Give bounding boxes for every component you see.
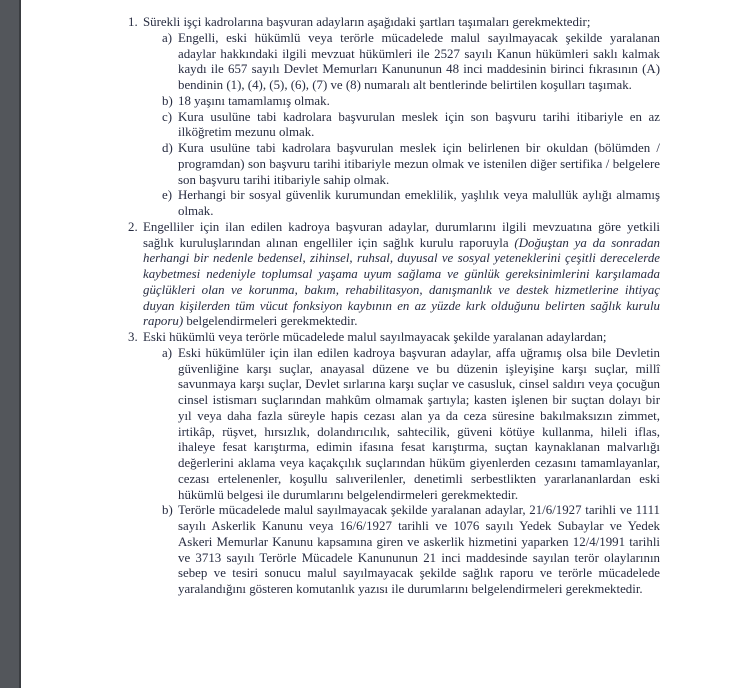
item-text: Eski hükümlüler için ilan edilen kadroya başvuran adaylar, affa uğramış olsa bile Devletin güvenliğine karşı suçlar, anayasal düzene ve bu düzenin işleyişine karşı suçlar, millî savunmaya karşı suçlar, Devlet sırlarına karşı suçlar ve casusluk, cinsel saldırı veya çocuğun cinsel istismarı suçlarından mahkûm olmamak şartıyla; kasten işlenen bir suçtan dolayı bir yıl veya daha fazla süreyle hapis cezası alan ya da ceza süresine bakılmaksızın zimmet, irtikâp, rüşvet, hırsızlık, dolandırıcılık, sahtecilik, güveni kötüye kullanma, hileli iflas, ihaleye fesat karıştırma, edimin ifasına fesat karıştırma, suçtan kaynaklanan malvarlığı değerlerini aklama veya kaçakçılık suçlarından hüküm giyenlerden cezasını tamamlayanlar, cezası ertelenenler, koşullu salıverilenler, denetimli serbestlikten yararlananlardan eski hükümlü belgesi ile durumlarını belgelendirmeleri gerekmektedir. xyxy=(178,345,660,502)
item-text-italic-segment: (Doğuştan ya da sonradan herhangi bir nedenle bedensel, zihinsel, ruhsal, duyusal ve sosyal yeteneklerini çeşitli derecelerde kaybetmesi nedeniyle toplumsal yaşama uyum sağlama ve günlük gereksinimlerini karşılamada güçlükleri olan ve korunma, bakım, rehabilitasyon, danışmanlık ve destek hizmetlerine ihtiyaç duyan kişilerden tüm vücut fonksiyon kaybının en az yüzde kırk olduğunu belirten sağlık kurulu raporu) xyxy=(143,235,661,329)
document-body xyxy=(128,15,660,598)
item-text-segment: belgelendirmeleri gerekmektedir. xyxy=(183,314,358,329)
item-text: Engelli, eski hükümlü veya terörle mücadelede malul sayılmayacak şekilde yaralanan adaylar hakkındaki ilgili mevzuat hükümleri ile 2527 sayılı Kanun hükümleri saklı kalmak kaydı ile 657 sayılı Devlet Memurları Kanununun 48 inci maddesinin birinci fıkrasının (A) bendinin (1), (4), (5), (6), (7) ve (8) numaralı alt bentlerinde belirtilen koşulları taşımak. xyxy=(178,30,660,92)
list-item-2 xyxy=(128,220,660,330)
item-letter: b) xyxy=(162,93,173,108)
item-letter: b) xyxy=(162,503,173,518)
list-item-1e xyxy=(162,188,660,220)
list-item-3 xyxy=(128,330,660,598)
item-text: 18 yaşını tamamlamış olmak. xyxy=(178,93,330,108)
list-item-1 xyxy=(128,15,660,220)
document-page xyxy=(23,0,732,688)
item-text-segment: Engelliler için ilan edilen kadroya başvuran adaylar, durumlarını ilgili mevzuatına göre yetkili sağlık kuruluşlarından alınan engelliler için sağlık kurulu raporuyla xyxy=(143,219,660,250)
item-text: Kura usulüne tabi kadrolara başvurulan meslek için son başvuru tarihi itibariyle en az ilköğretim mezunu olmak. xyxy=(178,109,660,140)
window-left-dark-panel xyxy=(0,0,21,688)
item-letter: c) xyxy=(162,109,173,124)
list-item-1d xyxy=(162,141,660,188)
item-letter: d) xyxy=(162,141,173,155)
item-number: 1. xyxy=(128,15,138,29)
item-text: Terörle mücadelede malul sayılmayacak şekilde yaralanan adaylar, 21/6/1927 tarihli ve 1111 sayılı Askerlik Kanunu veya 16/6/1927 tarihli ve 1076 sayılı Yedek Subaylar ve Yedek Askeri Memurlar Kanunu kapsamına giren ve askerlik hizmetini yaparken 12/4/1991 tarihli ve 3713 sayılı Terörle Mücadele Kanununun 21 inci maddesinde sayılan terör olaylarının sebep ve tesiri sonucu malul sayılmayacak şekilde sağlık raporu ve terörle mücadelede yaralandığını gösteren komutanlık yazısı ile durumlarını belgelendirmeleri gerekmektedir. xyxy=(178,503,660,596)
list-item-3b xyxy=(162,503,660,598)
item-number: 3. xyxy=(128,330,138,344)
item-number: 2. xyxy=(128,219,138,234)
list-item-1c xyxy=(162,110,660,142)
list-item-1a xyxy=(162,31,660,94)
item-letter: a) xyxy=(162,30,173,45)
item-text xyxy=(143,220,660,330)
item-text: Herhangi bir sosyal güvenlik kurumundan emeklilik, yaşlılık veya malullük aylığı almamış olmak. xyxy=(178,188,660,218)
list-item-3a xyxy=(162,346,660,504)
item-text: Sürekli işçi kadrolarına başvuran adayların aşağıdaki şartları taşımaları gerekmektedir; xyxy=(143,15,591,29)
item-letter: e) xyxy=(162,188,173,203)
item-text: Kura usulüne tabi kadrolara başvurulan meslek için belirlenen bir okuldan (bölümden / programdan) son başvuru tarihi itibariyle mezun olmak ve istenilen diğer sertifika / belgelere son başvuru tarihi itibariyle sahip olmak. xyxy=(178,141,660,187)
item-letter: a) xyxy=(162,345,173,360)
list-item-1b xyxy=(162,94,660,110)
item-text: Eski hükümlü veya terörle mücadelede malul sayılmayacak şekilde yaralanan adaylardan; xyxy=(143,330,607,344)
